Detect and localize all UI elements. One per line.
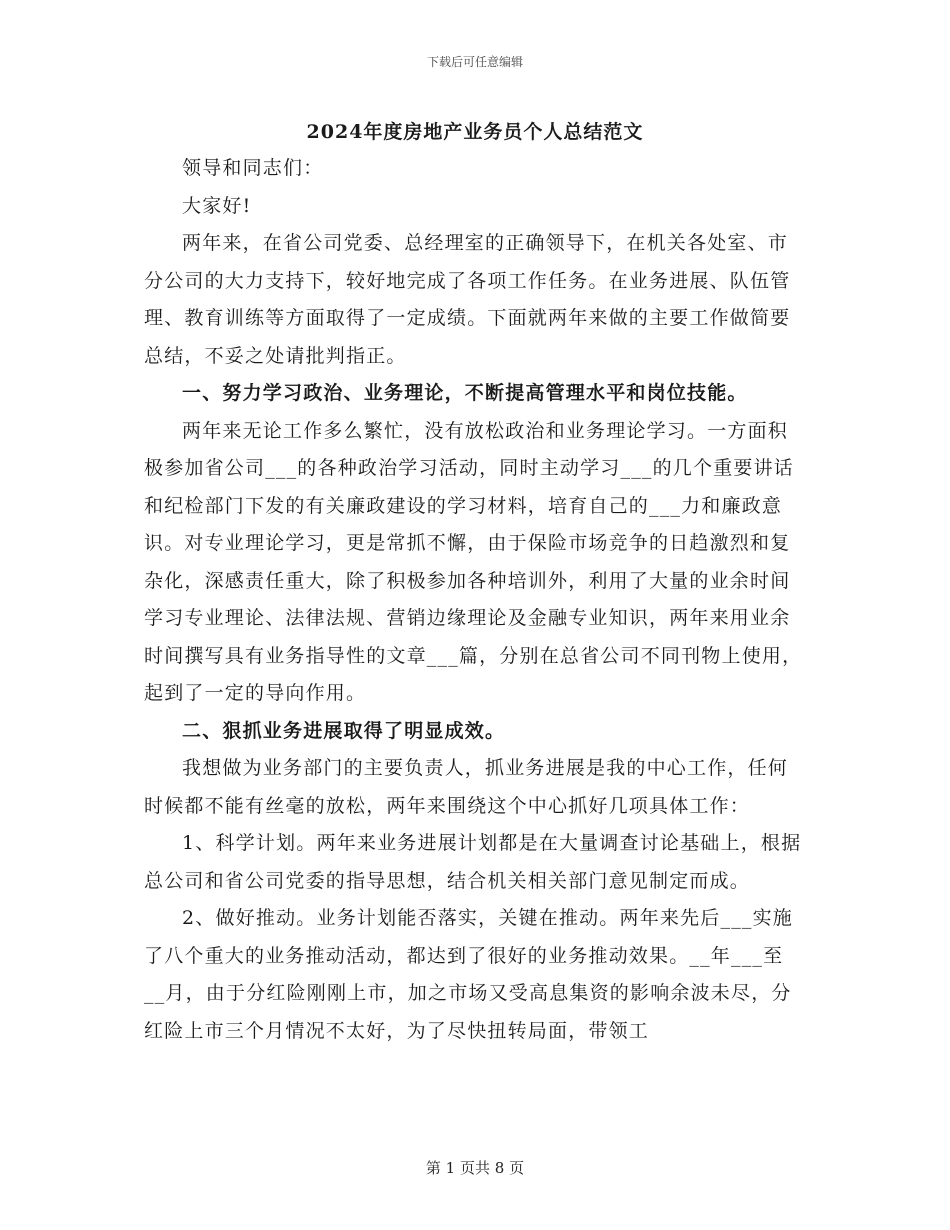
page-number-footer: 第 1 页共 8 页 bbox=[425, 1159, 525, 1177]
salutation: 领导和同志们： bbox=[182, 157, 324, 179]
header-note: 下载后可任意编辑 bbox=[426, 55, 523, 69]
section-heading-1: 一、努力学习政治、业务理论，不断提高管理水平和岗位技能。 bbox=[182, 382, 748, 404]
section-2-intro-paragraph: 我想做为业务部门的主要负责人，抓业务进展是我的中心工作，任何时候都不能有丝毫的放松，两年来围绕这个中心抓好几项具体工作： bbox=[144, 757, 789, 817]
section-1-paragraph: 两年来无论工作多么繁忙，没有放松政治和业务理论学习。一方面积极参加省公司___的各种政治学习活动，同时主动学习___的几个重要讲话和纪检部门下发的有关廉政建设的学习材料，培育自己的___力和廉政意识。对专业理论学习，更是常抓不懈，由于保险市场竞争的日趋激烈和复杂化，深感责任重大，除了积极参加各种培训外，利用了大量的业余时间学习专业理论、法律法规、营销边缘理论及金融专业知识，两年来用业余时间撰写具有业务指导性的文章___篇，分别在总省公司不同刊物上使用，起到了一定的导向作用。 bbox=[144, 419, 803, 704]
document-body bbox=[144, 150, 804, 1050]
intro-paragraph: 两年来，在省公司党委、总经理室的正确领导下，在机关各处室、市分公司的大力支持下，较好地完成了各项工作任务。在业务进展、队伍管理、教育训练等方面取得了一定成绩。下面就两年来做的主要工作做简要总结，不妥之处请批判指正。 bbox=[144, 232, 791, 367]
section-heading-2: 二、狠抓业务进展取得了明显成效。 bbox=[182, 719, 506, 742]
document-title: 2024年度房地产业务员个人总结范文 bbox=[306, 121, 644, 143]
section-2-item-1: 1、科学计划。两年来业务进展计划都是在大量调查讨论基础上，根据总公司和省公司党委的指导思想，结合机关相关部门意见制定而成。 bbox=[144, 832, 802, 892]
greeting: 大家好! bbox=[182, 194, 252, 217]
section-2-item-2: 2、做好推动。业务计划能否落实，关键在推动。两年来先后___实施了八个重大的业务推动活动，都达到了很好的业务推动效果。__年___至__月，由于分红险刚刚上市，加之市场又受高息集资的影响余波未尽，分红险上市三个月情况不太好，为了尽快扭转局面，带领工 bbox=[144, 907, 793, 1042]
